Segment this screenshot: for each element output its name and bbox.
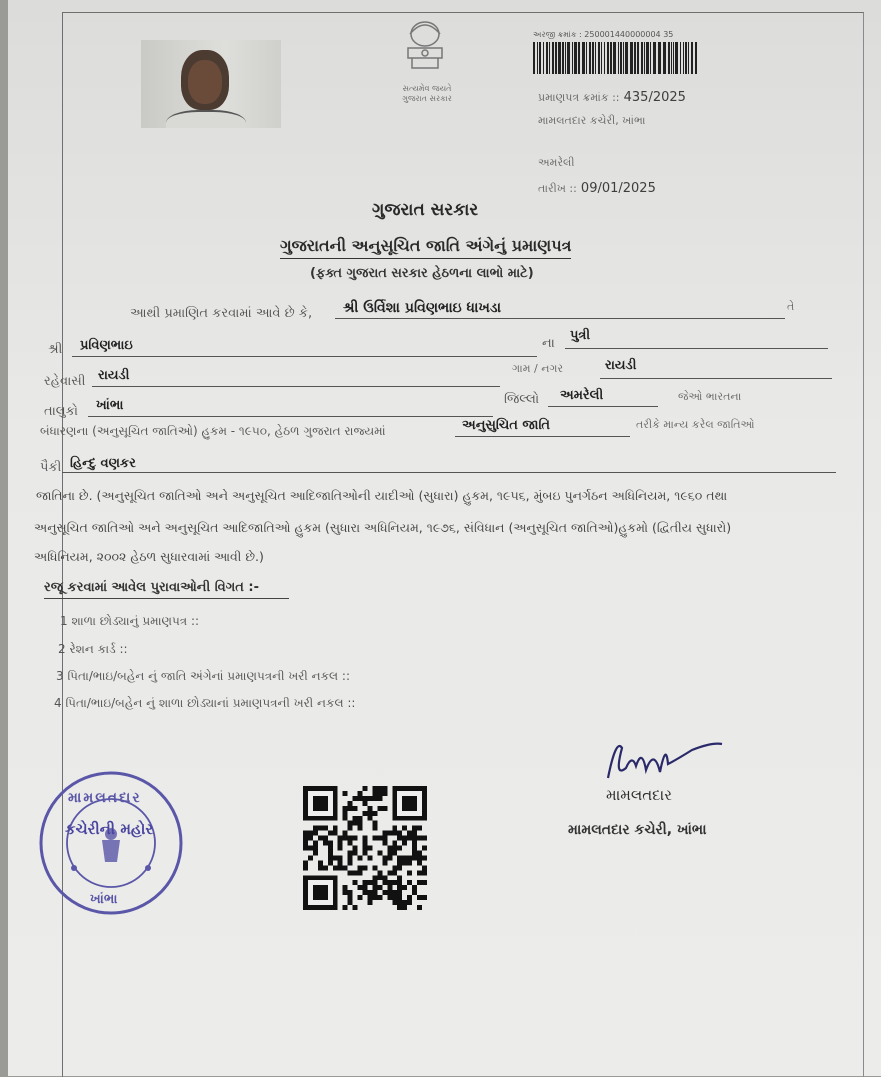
village-label: ગામ / નગર xyxy=(512,362,564,375)
district-label: જિલ્લો xyxy=(504,392,540,407)
seal-middle-text: કચેરીની મહોર xyxy=(65,820,154,838)
certify-label: આથી પ્રમાણિત કરવામાં આવે છે કે, xyxy=(130,306,313,321)
district-header: અમરેલી xyxy=(538,156,575,169)
taluka-value: ખાંભા xyxy=(96,398,124,413)
seal-top-text: મામલતદાર xyxy=(68,790,142,806)
application-number: અરજી ક્રમાંક : 250001440000004 35 xyxy=(533,30,674,39)
resident-label: રહેવાસી xyxy=(44,374,86,389)
legal-text-line-3: અધિનિયમ, ૨૦૦૨ હેઠળ સુધારવામાં આવી છે.) xyxy=(34,549,264,564)
signature xyxy=(598,738,748,788)
recognized-text: તરીકે માન્ય કરેલ જાતિઓ xyxy=(636,418,755,431)
applicant-photo xyxy=(141,40,281,128)
taluka-label: તાલુકો xyxy=(44,404,79,419)
resident-value: રાયડી xyxy=(98,368,130,383)
father-name: પ્રવિણભાઇ xyxy=(80,338,133,353)
district-value: અમરેલી xyxy=(560,388,604,403)
proof-item: 4 પિતા/ભાઇ/બહેન નું શાળા છોડ્યાનાં પ્રમાણપત્રની ખરી નકલ :: xyxy=(54,696,356,710)
signatory-title: મામલતદાર xyxy=(606,786,672,804)
proof-item: 3 પિતા/ભાઇ/બહેન નું જાતિ અંગેનાં પ્રમાણપત્રની ખરી નકલ :: xyxy=(56,669,351,683)
holder-name: શ્રી ઉર્વિશા પ્રવિણભાઇ ધાખડા xyxy=(343,300,501,316)
legal-text-line-2: અનુસૂચિત જાતિઓ અને અનુસૂચિત આદિજાતિઓ હુકમ (સુધારા અધિનિયમ, ૧૯૭૬, સંવિધાન (અનુસૂચિત જાતિઓ)હુકમો (દ્વિતીય સુધારો) xyxy=(34,520,732,535)
village-value: રાયડી xyxy=(605,358,637,373)
issuing-office: મામલતદાર કચેરી, ખાંભા xyxy=(538,114,646,127)
proofs-title: રજૂ કરવામાં આવેલ પુરાવાઓની વિગત :- xyxy=(44,580,289,599)
te-label: તે xyxy=(787,300,795,313)
proof-item: 1 શાળા છોડ્યાનું પ્રમાણપત્ર :: xyxy=(60,614,200,628)
caste-value: હિન્દુ વણકર xyxy=(70,456,136,471)
emblem-caption: સત્યમેવ જયતે ગુજરાત સરકાર xyxy=(402,84,452,103)
issue-date: તારીખ :: 09/01/2025 xyxy=(538,181,656,196)
na-label: ના xyxy=(542,336,555,351)
peti-label: પૈકી xyxy=(40,460,62,475)
which-label: જેઓ ભારતના xyxy=(678,390,742,403)
shri-label: શ્રી xyxy=(48,342,63,357)
issue-date-value: 09/01/2025 xyxy=(580,181,656,196)
qr-code xyxy=(303,786,427,910)
seal-bottom-text: ખાંભા xyxy=(90,892,118,907)
proof-item: 2 રેશન કાર્ડ :: xyxy=(58,642,128,656)
order-text: બંધારણના (અનુસૂચિત જાતિઓ) હુકમ - ૧૯૫૦, હેઠળ ગુજરાત રાજ્યમાં xyxy=(40,424,386,438)
caste-category: અનુસુચિત જાતિ xyxy=(462,418,551,433)
certificate-number: પ્રમાણપત્ર ક્રમાંક :: 435/2025 xyxy=(538,90,686,105)
barcode xyxy=(533,42,698,74)
government-title: ગુજરાત સરકાર xyxy=(372,200,479,220)
relation: પુત્રી xyxy=(570,328,591,343)
certificate-number-value: 435/2025 xyxy=(623,90,686,105)
legal-text-line-1: જાતિના છે. (અનુસૂચિત જાતિઓ અને અનુસૂચિત આદિજાતિઓની યાદીઓ (સુધારા) હુકમ, ૧૯૫૬, મુંબઇ પુનર્ગઠન અધિનિયમ, ૧૯૬૦ તથા xyxy=(36,488,728,503)
certificate-subtitle: (ફક્ત ગુજરાત સરકાર હેઠળના લાભો માટે) xyxy=(310,266,534,281)
certificate-title: ગુજરાતની અનુસૂચિત જાતિ અંગેનું પ્રમાણપત્ર xyxy=(280,236,571,259)
signatory-office: મામલતદાર કચેરી, ખાંભા xyxy=(568,822,707,838)
